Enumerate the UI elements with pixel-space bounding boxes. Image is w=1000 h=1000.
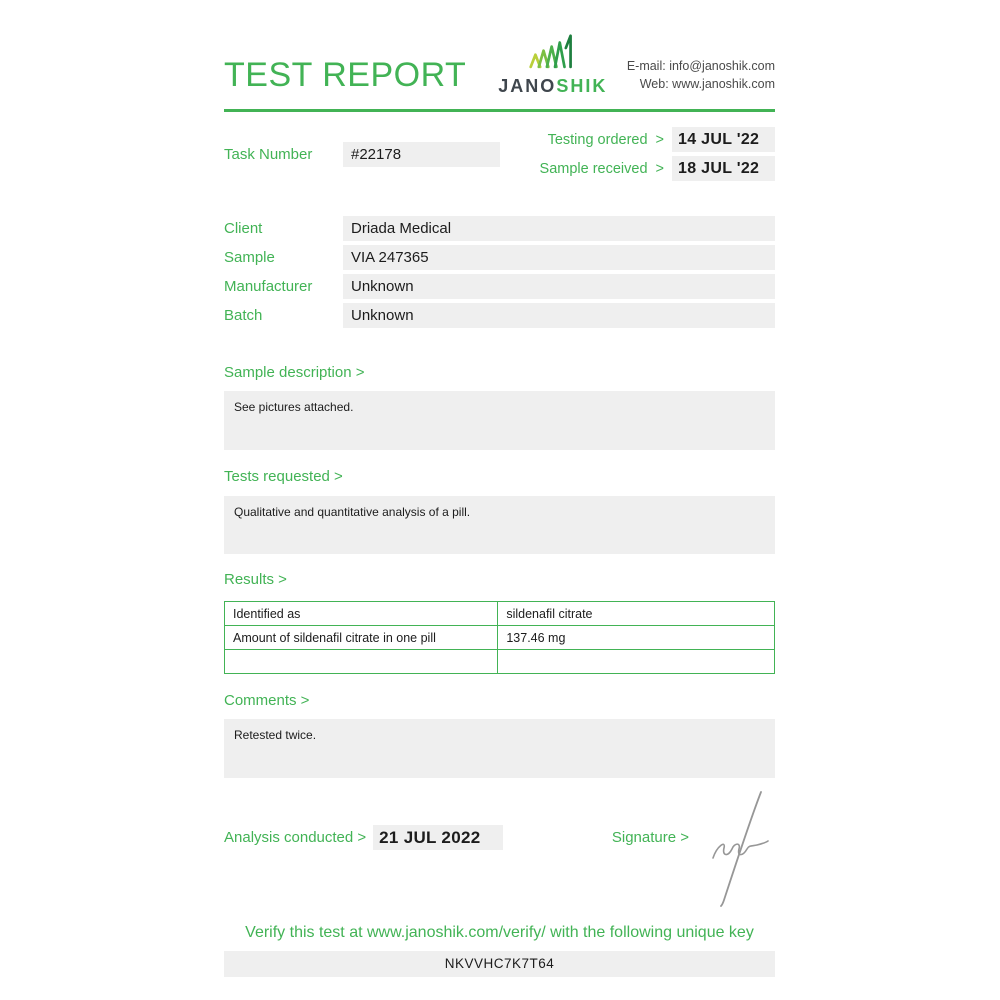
sample-description-text: See pictures attached. <box>234 400 354 414</box>
unique-key-box <box>224 951 775 977</box>
sample-value <box>343 245 775 270</box>
sample-received-value <box>672 156 775 181</box>
logo-text-shik: SHIK <box>556 76 608 96</box>
sample-received-text: 18 JUL '22 <box>678 160 760 177</box>
sample-text: VIA 247365 <box>351 249 429 266</box>
sample-description-box <box>224 391 775 450</box>
tests-requested-text: Qualitative and quantitative analysis of a pill. <box>234 505 471 519</box>
logo-wordmark <box>498 77 607 95</box>
testing-ordered-row <box>540 127 775 152</box>
client-row <box>224 216 775 241</box>
manufacturer-text: Unknown <box>351 278 414 295</box>
signature-image <box>697 788 775 908</box>
analysis-date-text: 21 JUL 2022 <box>379 828 481 847</box>
email-label: E-mail: <box>626 58 666 73</box>
task-number-row <box>224 127 500 181</box>
sample-row <box>224 245 775 270</box>
dates-block <box>540 127 775 181</box>
batch-value <box>343 303 775 328</box>
batch-label: Batch <box>224 307 263 324</box>
client-text: Driada Medical <box>351 220 452 237</box>
manufacturer-row <box>224 274 775 299</box>
janoshik-logo <box>498 30 607 95</box>
sample-received-row <box>540 156 775 181</box>
unique-key: NKVVHC7K7T64 <box>444 956 555 971</box>
sample-description-heading: Sample description > <box>224 364 365 381</box>
tests-requested-box <box>224 496 775 554</box>
batch-row <box>224 303 775 328</box>
results-table-row <box>225 602 775 626</box>
comments-box <box>224 719 775 778</box>
web-line <box>627 75 775 93</box>
logo-text-jano: JANO <box>498 76 557 96</box>
results-heading: Results > <box>224 571 287 588</box>
analysis-row <box>224 825 775 850</box>
email-line <box>627 57 775 75</box>
web-label: Web: <box>639 76 669 91</box>
results-cell: 137.46 mg <box>498 626 775 650</box>
testing-ordered-value <box>672 127 775 152</box>
task-number-text: #22178 <box>351 145 402 163</box>
verify-text: Verify this test at www.janoshik.com/verify/ with the following unique key <box>245 924 754 941</box>
page-title: TEST REPORT <box>224 56 467 94</box>
results-cell: Identified as <box>225 602 498 626</box>
analysis-date-value <box>373 825 503 850</box>
chevron-right-icon: > <box>655 160 664 177</box>
task-number-label: Task Number <box>224 145 313 163</box>
header <box>224 30 775 95</box>
results-cell: sildenafil citrate <box>498 602 775 626</box>
analysis-conducted-label: Analysis conducted > <box>224 829 367 846</box>
results-cell: Amount of sildenafil citrate in one pill <box>225 626 498 650</box>
comments-heading: Comments > <box>224 692 310 709</box>
results-table-row <box>225 626 775 650</box>
contact-info <box>627 57 775 93</box>
results-table-row <box>225 650 775 674</box>
manufacturer-value <box>343 274 775 299</box>
testing-ordered-text: 14 JUL '22 <box>678 131 760 148</box>
header-divider <box>224 109 775 112</box>
manufacturer-label: Manufacturer <box>224 278 313 295</box>
comments-text: Retested twice. <box>234 728 317 742</box>
results-cell <box>225 650 498 674</box>
results-table <box>224 601 775 674</box>
testing-ordered-label: Testing ordered <box>547 131 648 148</box>
client-label: Client <box>224 220 263 237</box>
info-fields <box>224 216 775 328</box>
web-value: www.janoshik.com <box>672 76 775 91</box>
report-content <box>224 0 775 977</box>
task-number-value <box>343 142 500 167</box>
sample-received-label: Sample received <box>539 160 648 177</box>
logo-chart-icon <box>528 30 578 74</box>
signature-label: Signature > <box>611 829 689 846</box>
sample-label: Sample <box>224 249 275 266</box>
client-value <box>343 216 775 241</box>
email-value: info@janoshik.com <box>669 58 775 73</box>
chevron-right-icon: > <box>655 131 664 148</box>
results-cell <box>498 650 775 674</box>
task-band <box>224 127 775 181</box>
batch-text: Unknown <box>351 307 414 324</box>
tests-requested-heading: Tests requested > <box>224 468 343 485</box>
